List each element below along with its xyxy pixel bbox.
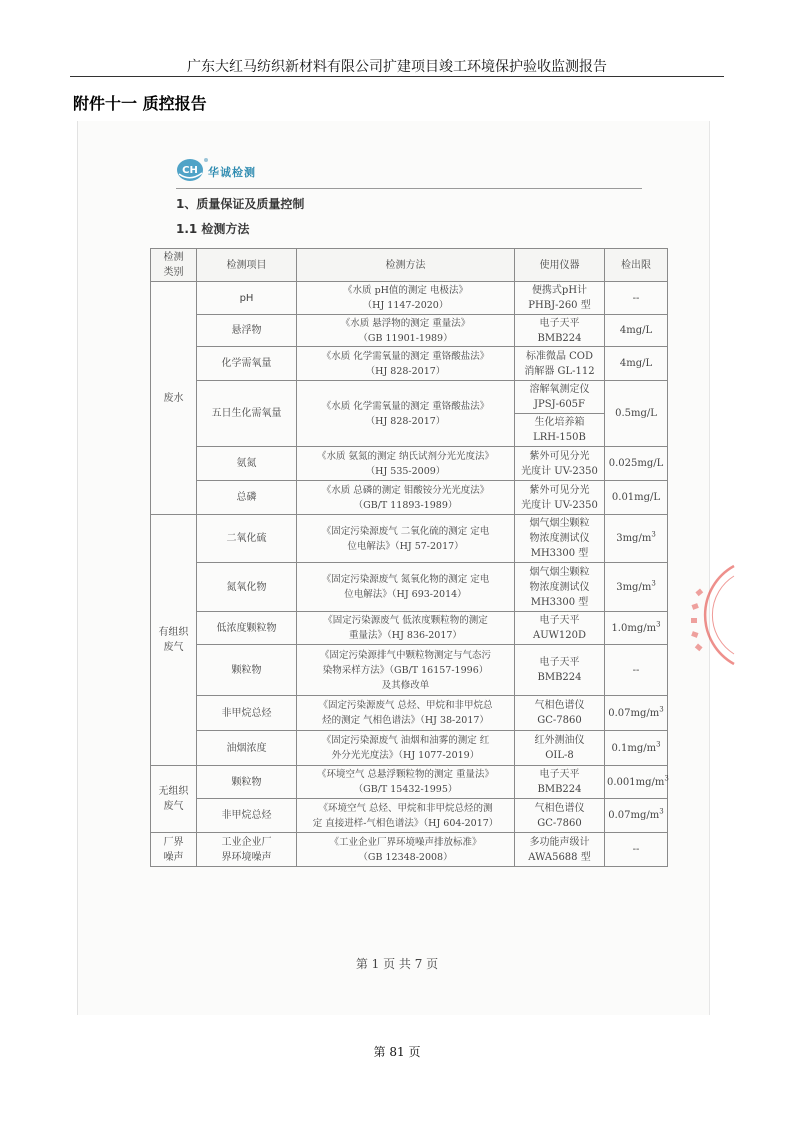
instrument-cell: 烟气烟尘颗粒 物浓度测试仪 MH3300 型: [515, 563, 605, 612]
instrument-cell: 电子天平 BMB224: [515, 645, 605, 696]
instrument-cell: 电子天平 BMB224: [515, 766, 605, 799]
item-cell: 氨氮: [197, 447, 297, 481]
logo-rule: [176, 188, 642, 189]
attachment-title: 附件十一 质控报告: [73, 94, 207, 113]
table-row: [151, 347, 668, 381]
seal-stamp: [684, 560, 734, 670]
header-method: 检测方法: [297, 249, 515, 282]
table-row: [151, 612, 668, 645]
logo-dot: [204, 158, 208, 162]
instrument-cell: 烟气烟尘颗粒 物浓度测试仪 MH3300 型: [515, 515, 605, 563]
limit-cell: $0.07mg/m^3$: [605, 799, 668, 833]
section-heading: 1、质量保证及质量控制: [176, 197, 305, 211]
table-row: [151, 833, 668, 867]
method-cell: 《固定污染源废气 油烟和油雾的测定 红 外分光光度法》（HJ 1077-2019）: [297, 731, 515, 766]
method-cell: 《水质 悬浮物的测定 重量法》 （GB 11901-1989）: [297, 315, 515, 347]
sub-heading: 1.1 检测方法: [176, 222, 250, 236]
limit-cell: $0.001mg/m^3$: [605, 766, 668, 799]
limit-cell: $0.07mg/m^3$: [605, 696, 668, 731]
method-cell: 《水质 总磷的测定 钼酸铵分光光度法》 （GB/T 11893-1989）: [297, 481, 515, 515]
item-cell: 悬浮物: [197, 315, 297, 347]
header-category: 检测 类别: [151, 249, 197, 282]
method-cell: 《固定污染源废气 低浓度颗粒物的测定 重量法》（HJ 836-2017）: [297, 612, 515, 645]
limit-cell: --: [605, 833, 668, 867]
method-cell: 《水质 氨氮的测定 纳氏试剂分光光度法》 （HJ 535-2009）: [297, 447, 515, 481]
instrument-cell: 气相色谱仪 GC-7860: [515, 696, 605, 731]
instrument-cell: 气相色谱仪 GC-7860: [515, 799, 605, 833]
header-item: 检测项目: [197, 249, 297, 282]
table-header-row: [151, 249, 668, 282]
method-cell: 《环境空气 总悬浮颗粒物的测定 重量法》 （GB/T 15432-1995）: [297, 766, 515, 799]
method-cell: 《固定污染源废气 总烃、甲烷和非甲烷总 烃的测定 气相色谱法》（HJ 38-2017）: [297, 696, 515, 731]
method-cell: 《水质 化学需氧量的测定 重铬酸盐法》 （HJ 828-2017）: [297, 347, 515, 381]
instrument-cell: 紫外可见分光 光度计 UV-2350: [515, 447, 605, 481]
table-row: [151, 481, 668, 515]
category-organized-gas: 有组织 废气: [151, 515, 197, 766]
limit-cell: 0.01mg/L: [605, 481, 668, 515]
instrument-cell: 电子天平 AUW120D: [515, 612, 605, 645]
instrument-cell: 溶解氧测定仪 JPSJ-605F: [515, 381, 605, 414]
table-row: [151, 282, 668, 315]
header-limit: 检出限: [605, 249, 668, 282]
item-cell: 非甲烷总烃: [197, 799, 297, 833]
limit-cell: 0.025mg/L: [605, 447, 668, 481]
seal-arc-inner: [712, 576, 734, 654]
instrument-cell: 电子天平 BMB224: [515, 315, 605, 347]
company-logo-icon: [176, 155, 212, 183]
item-cell: 五日生化需氧量: [197, 381, 297, 447]
item-cell: 颗粒物: [197, 766, 297, 799]
table-row: [151, 799, 668, 833]
limit-cell: $3mg/m^3$: [605, 515, 668, 563]
table-row: [151, 515, 668, 563]
header-instrument: 使用仪器: [515, 249, 605, 282]
table-row: [151, 563, 668, 612]
item-cell: 氮氧化物: [197, 563, 297, 612]
item-cell: 总磷: [197, 481, 297, 515]
page-number: 第 81 页: [373, 1045, 421, 1059]
limit-cell: $0.1mg/m^3$: [605, 731, 668, 766]
method-cell: 《固定污染源废气 二氧化硫的测定 定电 位电解法》（HJ 57-2017）: [297, 515, 515, 563]
limit-cell: $1.0mg/m^3$: [605, 612, 668, 645]
instrument-cell: 紫外可见分光 光度计 UV-2350: [515, 481, 605, 515]
scanned-page-footer: 第 1 页 共 7 页: [355, 957, 439, 971]
method-cell: 《固定污染源废气 氮氧化物的测定 定电 位电解法》（HJ 693-2014）: [297, 563, 515, 612]
seal-lettering: [691, 589, 703, 652]
item-cell: 工业企业厂 界环境噪声: [197, 833, 297, 867]
table-row: [151, 447, 668, 481]
logo-mark-text: CH: [182, 165, 198, 176]
method-cell: 《水质 pH值的测定 电极法》 （HJ 1147-2020）: [297, 282, 515, 315]
limit-cell: --: [605, 645, 668, 696]
limit-cell: 4mg/L: [605, 315, 668, 347]
method-cell: 《工业企业厂界环境噪声排放标准》 （GB 12348-2008）: [297, 833, 515, 867]
table-row: [151, 381, 668, 414]
instrument-cell: 标准微晶 COD 消解器 GL-112: [515, 347, 605, 381]
instrument-cell: 便携式pH计 PHBJ-260 型: [515, 282, 605, 315]
table-row: [151, 766, 668, 799]
table-row: [151, 731, 668, 766]
company-logo-name: 华诚检测: [208, 166, 256, 179]
limit-cell: 0.5mg/L: [605, 381, 668, 447]
instrument-cell: 生化培养箱 LRH-150B: [515, 414, 605, 447]
table-row: [151, 315, 668, 347]
item-cell: 二氧化硫: [197, 515, 297, 563]
item-cell: 非甲烷总烃: [197, 696, 297, 731]
instrument-cell: 多功能声级计 AWA5688 型: [515, 833, 605, 867]
item-cell: 颗粒物: [197, 645, 297, 696]
method-cell: 《水质 化学需氧量的测定 重铬酸盐法》 （HJ 828-2017）: [297, 381, 515, 447]
item-cell: pH: [197, 282, 297, 315]
limit-cell: 4mg/L: [605, 347, 668, 381]
category-wastewater: 废水: [151, 282, 197, 515]
limit-cell: --: [605, 282, 668, 315]
item-cell: 油烟浓度: [197, 731, 297, 766]
header-rule: [70, 76, 724, 77]
item-cell: 化学需氧量: [197, 347, 297, 381]
method-cell: 《环境空气 总烃、甲烷和非甲烷总烃的测 定 直接进样-气相色谱法》（HJ 604-2017）: [297, 799, 515, 833]
table-row: [151, 696, 668, 731]
table-row: [151, 645, 668, 696]
item-cell: 低浓度颗粒物: [197, 612, 297, 645]
limit-cell: $3mg/m^3$: [605, 563, 668, 612]
method-cell: 《固定污染源排气中颗粒物测定与气态污 染物采样方法》（GB/T 16157-1996） 及其修改单: [297, 645, 515, 696]
instrument-cell: 红外测油仪 OIL-8: [515, 731, 605, 766]
category-noise: 厂界 噪声: [151, 833, 197, 867]
detection-methods-table: [150, 248, 668, 867]
seal-arc-outer: [705, 566, 734, 664]
category-unorganized-gas: 无组织 废气: [151, 766, 197, 833]
report-header: 广东大红马纺织新材料有限公司扩建项目竣工环境保护验收监测报告: [187, 59, 607, 75]
